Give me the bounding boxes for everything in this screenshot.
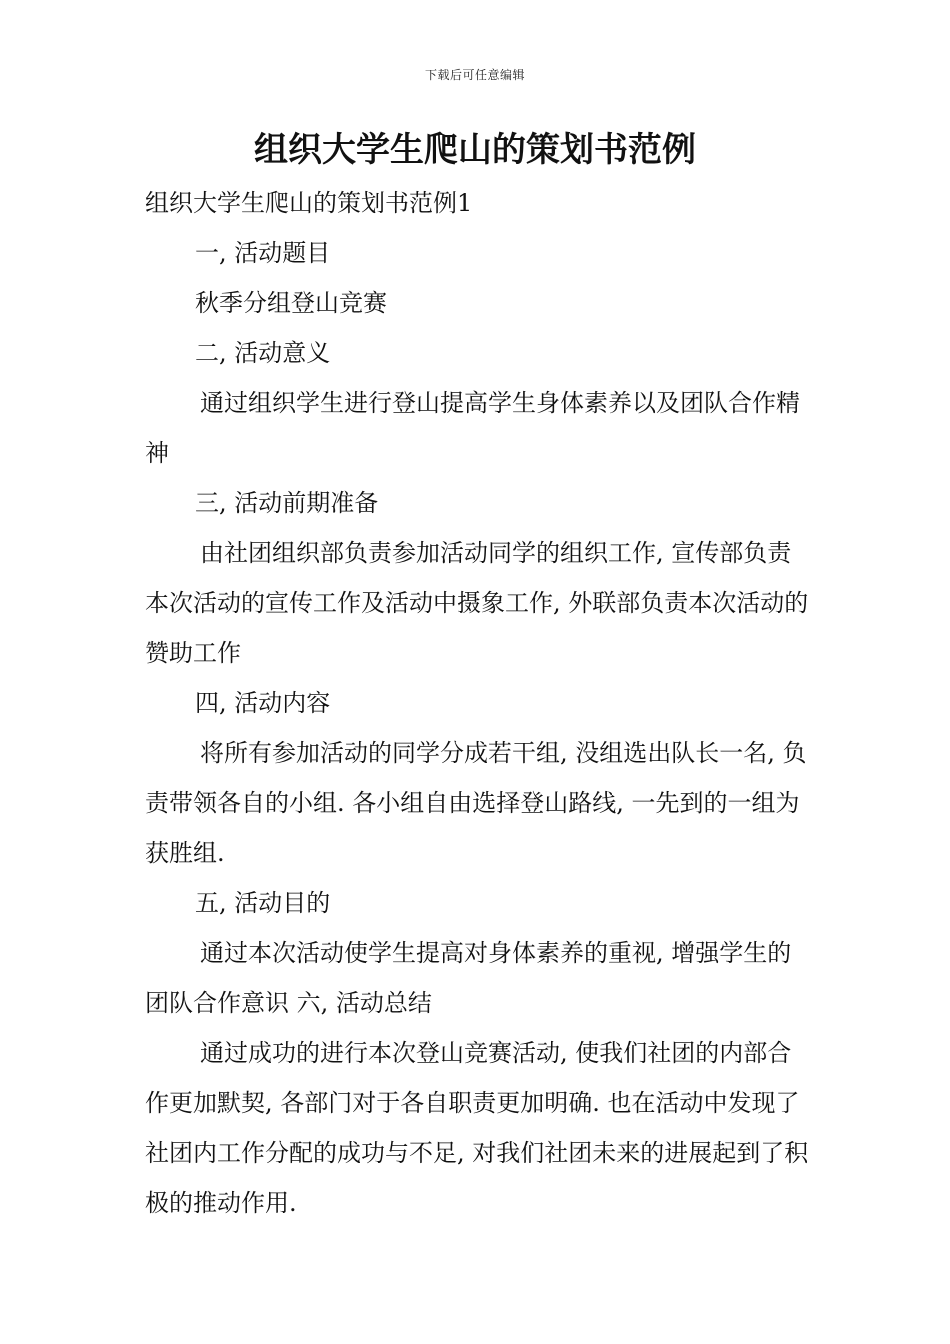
section-heading-preparation: 三, 活动前期准备 xyxy=(195,489,379,517)
document-title: 组织大学生爬山的策划书范例 xyxy=(254,130,696,170)
document-body xyxy=(145,178,815,1228)
paragraph-summary: 通过成功的进行本次登山竞赛活动, 使我们社团的内部合作更加默契, 各部门对于各自职责更加明确. 也在活动中发现了社团内工作分配的成功与不足, 对我们社团未来的进展起到了积极的推动作用. xyxy=(145,1039,809,1217)
section-heading-significance: 二, 活动意义 xyxy=(195,339,331,367)
paragraph-significance: 通过组织学生进行登山提高学生身体素养以及团队合作精神 xyxy=(145,389,800,467)
subtitle-paragraph: 组织大学生爬山的策划书范例1 xyxy=(145,189,473,217)
paragraph-topic: 秋季分组登山竞赛 xyxy=(195,289,387,317)
header-note: 下载后可任意编辑 xyxy=(424,68,525,82)
paragraph-content: 将所有参加活动的同学分成若干组, 没组选出队长一名, 负责带领各自的小组. 各小组自由选择登山路线, 一先到的一组为获胜组. xyxy=(145,739,807,867)
paragraph-purpose: 通过本次活动使学生提高对身体素养的重视, 增强学生的团队合作意识 六, 活动总结 xyxy=(145,939,792,1017)
section-heading-topic: 一, 活动题目 xyxy=(195,239,331,267)
section-heading-purpose: 五, 活动目的 xyxy=(195,889,331,917)
paragraph-preparation: 由社团组织部负责参加活动同学的组织工作, 宣传部负责本次活动的宣传工作及活动中摄象工作, 外联部负责本次活动的赞助工作 xyxy=(145,539,809,667)
section-heading-content: 四, 活动内容 xyxy=(195,689,331,717)
